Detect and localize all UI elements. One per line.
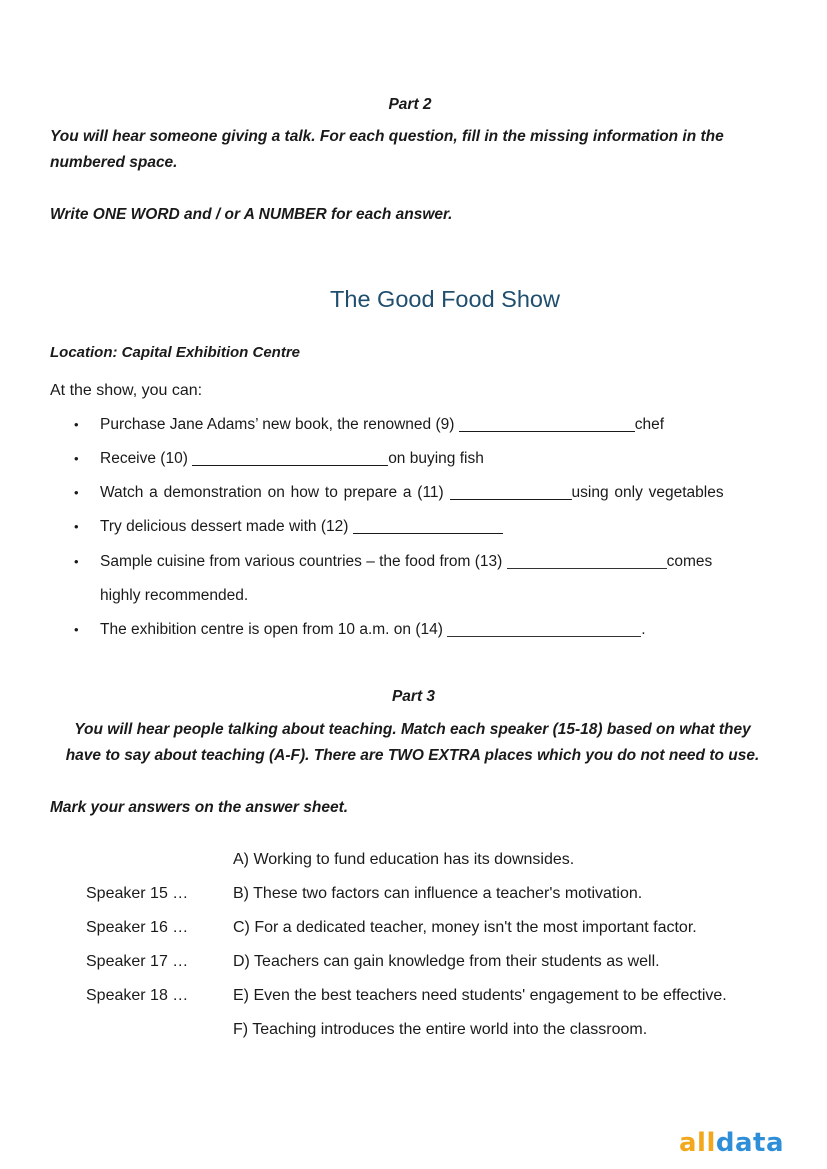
- item-13-continuation: highly recommended.: [100, 587, 249, 604]
- item-10-text: Receive (10): [100, 450, 188, 467]
- speaker-16: Speaker 16 …: [86, 919, 189, 936]
- item-9-text: Purchase Jane Adams’ new book, the renowned (9): [100, 416, 455, 433]
- part2-instruction-line1: You will hear someone giving a talk. For each question, fill in the missing information in the: [50, 128, 724, 145]
- show-title: The Good Food Show: [330, 286, 560, 312]
- answer-blank-11[interactable]: [450, 481, 572, 500]
- answer-blank-12[interactable]: [353, 515, 503, 534]
- alldata-logo[interactable]: [679, 1128, 784, 1158]
- part2-instruction-line2: numbered space.: [50, 154, 178, 171]
- option-b: B) These two factors can influence a teacher's motivation.: [233, 885, 643, 902]
- option-a: A) Working to fund education has its downsides.: [233, 851, 575, 868]
- item-10-after: on buying fish: [388, 450, 484, 467]
- part3-mark-instruction: Mark your answers on the answer sheet.: [50, 799, 349, 816]
- answer-blank-9[interactable]: [459, 413, 635, 432]
- bullet-icon: •: [74, 554, 79, 569]
- item-9-after: chef: [634, 416, 665, 433]
- part3-instruction-line1: You will hear people talking about teaching. Match each speaker (15-18) based on what they: [74, 721, 751, 738]
- option-c: C) For a dedicated teacher, money isn't the most important factor.: [233, 919, 697, 936]
- bullet-icon: •: [74, 451, 79, 466]
- item-12-text: Try delicious dessert made with (12): [100, 518, 349, 535]
- speaker-18: Speaker 18 …: [86, 987, 189, 1004]
- bullet-icon: •: [74, 485, 79, 500]
- item-14-after: .: [641, 621, 646, 638]
- option-f: F) Teaching introduces the entire world into the classroom.: [233, 1021, 648, 1038]
- part2-instructions: [50, 124, 780, 176]
- part3-instruction-line2: have to say about teaching (A-F). There are TWO EXTRA places which you do not need to use.: [65, 747, 760, 764]
- part3-heading: Part 3: [391, 688, 436, 705]
- answer-blank-13[interactable]: [507, 550, 667, 569]
- bullet-icon: •: [74, 622, 79, 637]
- option-e: E) Even the best teachers need students' engagement to be effective.: [233, 987, 727, 1004]
- show-location: Location: Capital Exhibition Centre: [50, 344, 301, 361]
- answer-blank-10[interactable]: [192, 447, 388, 466]
- logo-part2: data: [715, 1128, 785, 1158]
- show-intro: At the show, you can:: [50, 382, 203, 399]
- item-13-after: comes: [666, 553, 713, 570]
- part3-instructions: [40, 717, 785, 769]
- speaker-15: Speaker 15 …: [86, 885, 189, 902]
- bullet-icon: •: [74, 519, 79, 534]
- item-14-text: The exhibition centre is open from 10 a.m. on (14): [100, 621, 443, 638]
- option-d: D) Teachers can gain knowledge from their students as well.: [233, 953, 660, 970]
- part2-heading: Part 2: [388, 96, 432, 113]
- item-13-text: Sample cuisine from various countries – the food from (13): [100, 553, 503, 570]
- part2-write-instruction: Write ONE WORD and / or A NUMBER for each answer.: [50, 206, 453, 223]
- bullet-icon: •: [74, 417, 79, 432]
- item-11-after: using only vegetables: [571, 484, 724, 501]
- answer-blank-14[interactable]: [447, 618, 641, 637]
- logo-part1: all: [679, 1128, 716, 1158]
- item-11-text: Watch a demonstration on how to prepare a (11): [100, 484, 444, 501]
- speaker-17: Speaker 17 …: [86, 953, 189, 970]
